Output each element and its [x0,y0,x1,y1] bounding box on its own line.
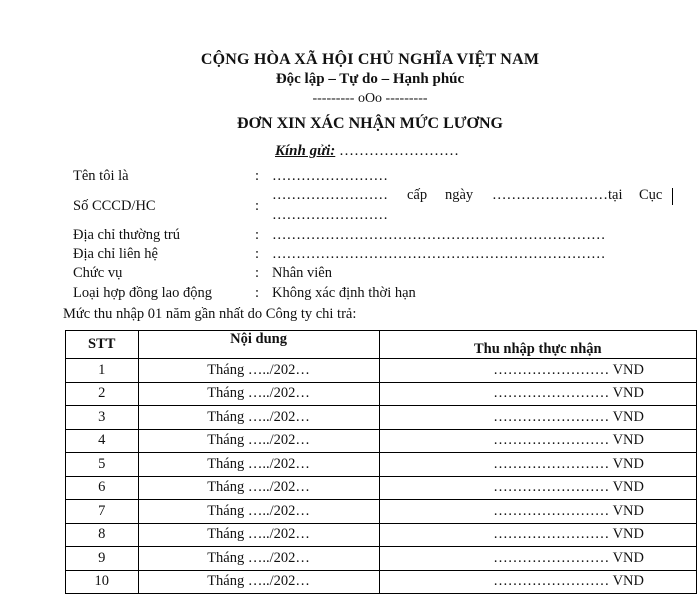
row-income[interactable]: …………………… VND [379,429,696,453]
row-stt: 1 [66,359,139,383]
table-row [66,359,697,383]
field-position-value[interactable]: Nhân viên [272,265,332,281]
field-colon: : [255,198,260,214]
row-income[interactable]: …………………… VND [379,476,696,500]
greeting-label: Kính gửi: [275,143,336,159]
row-content[interactable]: Tháng …../202… [138,500,379,524]
row-income[interactable]: …………………… VND [379,547,696,571]
field-contract-label: Loại hợp đồng lao động [73,285,212,301]
motto: Độc lập – Tự do – Hạnh phúc [275,71,465,87]
field-contract [73,285,416,302]
text-cursor [672,188,673,205]
field-colon: : [255,285,260,301]
table-row [66,500,697,524]
row-content[interactable]: Tháng …../202… [138,523,379,547]
table-row [66,406,697,430]
divider: --------- oOo --------- [312,91,428,106]
income-intro: Mức thu nhập 01 năm gần nhất do Công ty chi trả: [63,306,357,322]
row-stt: 3 [66,406,139,430]
header-income: Thu nhập thực nhận [379,331,696,359]
row-income[interactable]: …………………… VND [379,382,696,406]
header-stt: STT [66,331,139,359]
field-colon: : [255,265,260,281]
field-contact-address-value[interactable]: …………………………………………………………… [272,246,606,262]
row-stt: 6 [66,476,139,500]
row-income[interactable]: …………………… VND [379,453,696,477]
field-id-place-value: Cục [639,187,663,203]
field-id-label: Số CCCD/HC [73,198,156,214]
row-stt: 9 [66,547,139,571]
row-content[interactable]: Tháng …../202… [138,359,379,383]
field-position [73,265,332,282]
row-income[interactable]: …………………… VND [379,359,696,383]
row-stt: 5 [66,453,139,477]
row-stt: 4 [66,429,139,453]
field-permanent-address-value[interactable]: …………………………………………………………… [272,227,606,243]
field-name [73,168,388,185]
table-row [66,570,697,594]
greeting-line [275,143,459,160]
row-stt: 10 [66,570,139,594]
field-permanent-address-label: Địa chỉ thường trú [73,227,180,243]
row-content[interactable]: Tháng …../202… [138,570,379,594]
field-name-value[interactable]: …………………… [272,168,388,184]
table-row [66,382,697,406]
field-colon: : [255,227,260,243]
row-income[interactable]: …………………… VND [379,523,696,547]
row-stt: 8 [66,523,139,547]
field-name-label: Tên tôi là [73,168,129,184]
row-content[interactable]: Tháng …../202… [138,382,379,406]
field-id-value[interactable]: …………………… [272,187,388,203]
table-row [66,547,697,571]
table-row [66,429,697,453]
greeting-value[interactable]: …………………… [339,143,460,159]
table-row [66,476,697,500]
income-table [65,330,697,594]
field-colon: : [255,246,260,262]
row-content[interactable]: Tháng …../202… [138,547,379,571]
field-id-continuation[interactable]: …………………… [272,207,388,223]
field-id-issued-label: cấp [407,187,428,203]
field-position-label: Chức vụ [73,265,123,281]
header-content: Nội dung [138,331,379,359]
field-contact-address [73,246,606,263]
row-content[interactable]: Tháng …../202… [138,453,379,477]
document-title: ĐƠN XIN XÁC NHẬN MỨC LƯƠNG [237,115,503,132]
field-colon: : [255,168,260,184]
republic-heading: CỘNG HÒA XÃ HỘI CHỦ NGHĨA VIỆT NAM [200,51,540,68]
field-id-date-value[interactable]: …………………… [492,187,608,203]
row-income[interactable]: …………………… VND [379,406,696,430]
row-income[interactable]: …………………… VND [379,500,696,524]
table-header-row [66,331,697,359]
field-id-date-label: ngày [445,187,474,203]
field-contract-value[interactable]: Không xác định thời hạn [272,285,416,301]
table-row [66,453,697,477]
field-permanent-address [73,227,606,244]
field-id-place-label: tại [608,187,623,203]
table-row [66,523,697,547]
field-contact-address-label: Địa chỉ liên hệ [73,246,158,262]
field-id [73,198,272,215]
row-content[interactable]: Tháng …../202… [138,429,379,453]
row-content[interactable]: Tháng …../202… [138,406,379,430]
row-stt: 2 [66,382,139,406]
row-income[interactable]: …………………… VND [379,570,696,594]
row-stt: 7 [66,500,139,524]
row-content[interactable]: Tháng …../202… [138,476,379,500]
